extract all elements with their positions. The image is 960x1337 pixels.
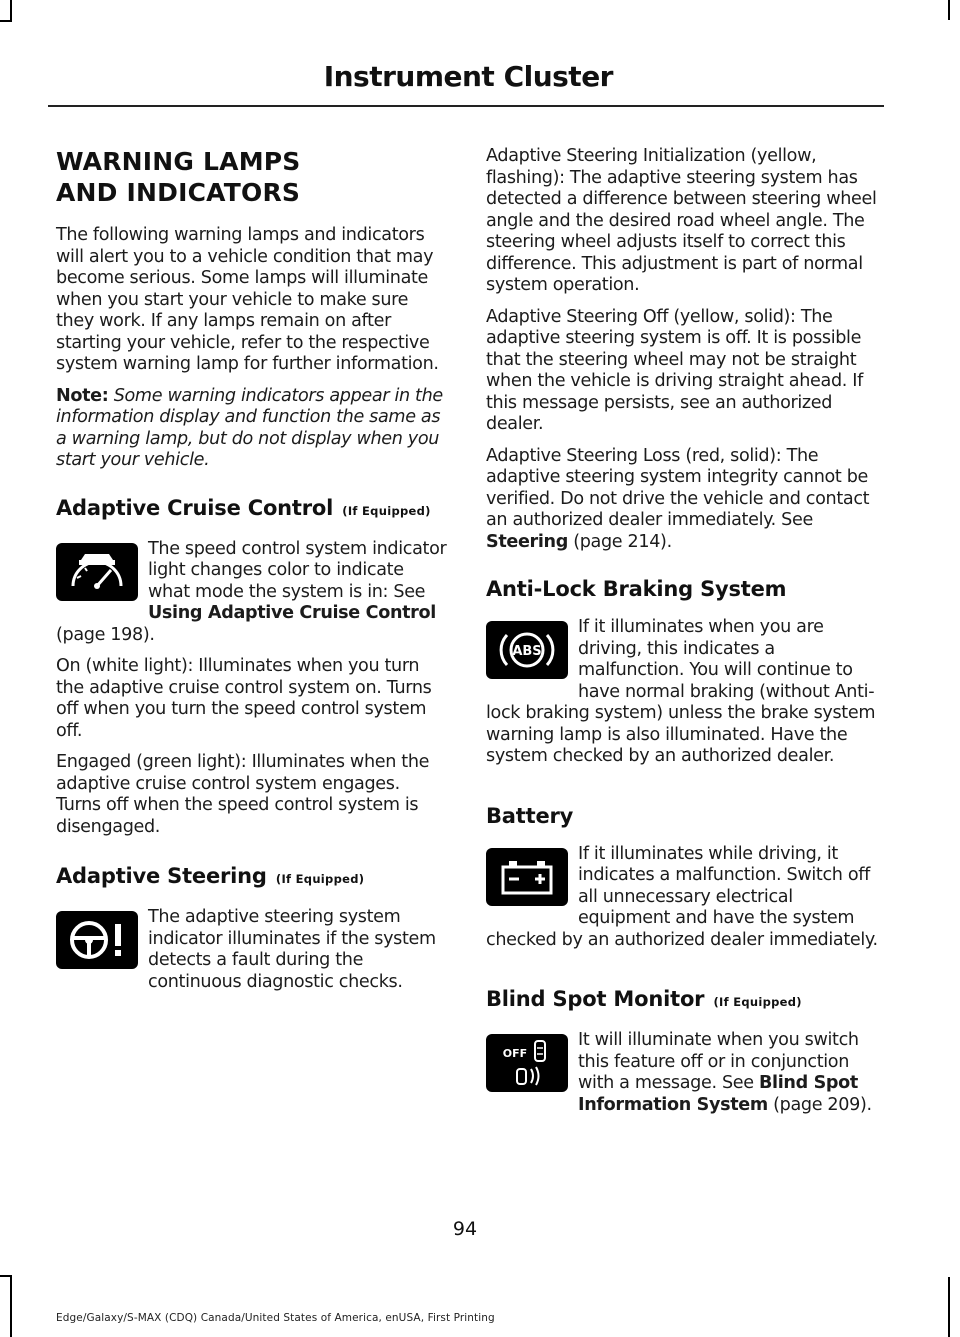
intro-paragraph: The following warning lamps and indicators will alert you to a vehicle condition that may become serious. Some lamps will illuminate when you start your vehicle to make sure they work. If any lamps remain on after starting your vehicle, refer to the respective system warning lamp for further information. — [56, 225, 439, 374]
steering-p3: Adaptive Steering Off (yellow, solid): The adaptive steering system is off. It is possible that the steering wheel may not be straight when the vehicle is driving straight ahead. If this message persists, see an authorized dealer. — [486, 306, 863, 434]
abs-icon — [486, 621, 568, 679]
blind-spot-p1-ref: (page 209). — [767, 1094, 872, 1115]
crop-mark — [948, 1277, 950, 1337]
page-number: 94 — [452, 1218, 478, 1240]
acc-heading — [56, 494, 448, 525]
acc-p1-text: The speed control system indicator light changes color to indicate what mode the system is in: See — [148, 538, 447, 602]
steering-warning-icon — [56, 911, 138, 969]
blind-spot-link[interactable]: Blind Spot Information System — [578, 1073, 858, 1115]
acc-p1-ref: (page 198). — [56, 624, 155, 645]
note-label: Note: — [56, 385, 109, 406]
steering-heading — [56, 862, 448, 893]
footer-text: Edge/Galaxy/S-MAX (CDQ) Canada/United States of America, enUSA, First Printing — [56, 1312, 495, 1324]
blind-spot-if-equipped: (If Equipped) — [713, 995, 802, 1009]
blind-spot-heading — [486, 985, 878, 1016]
crop-mark — [10, 0, 12, 20]
blind-spot-p1-text: It will illuminate when you switch this feature off or in conjunction with a message. See — [578, 1030, 859, 1093]
left-column — [56, 146, 448, 1003]
right-column — [486, 146, 878, 1126]
acc-link[interactable]: Using Adaptive Cruise Control — [148, 603, 436, 623]
steering-p2: Adaptive Steering Initialization (yellow, flashing): The adaptive steering system has detected a difference between steering wheel angle and the desired road wheel angle. The steering wheel adjusts itself to correct this difference. This adjustment is part of normal system operation. — [486, 146, 877, 295]
abs-heading: Anti-Lock Braking System — [486, 577, 787, 601]
steering-p4 — [486, 446, 878, 554]
crop-mark — [0, 1275, 12, 1277]
battery-p1: If it illuminates while driving, it indicates a malfunction. Switch off all unnecessary electrical equipment and have the system checked by an authorized dealer immediately. — [486, 843, 878, 950]
steering-link[interactable]: Steering — [486, 531, 568, 552]
crop-mark — [0, 20, 12, 22]
acc-title: Adaptive Cruise Control — [56, 495, 334, 520]
header-divider — [48, 105, 884, 107]
acc-if-equipped: (If Equipped) — [342, 503, 431, 518]
note-text: Some warning indicators appear in the information display and function the same as a warning lamp, but do not display when you start your vehicle. — [56, 385, 443, 470]
battery-heading: Battery — [486, 803, 574, 828]
crop-mark — [948, 0, 950, 20]
crop-mark — [10, 1277, 12, 1337]
abs-p1: If it illuminates when you are driving, this indicates a malfunction. You will continue to have normal braking (without Anti-lock braking system) unless the brake system warning lamp is also illuminated. Have the system checked by an authorized dealer. — [486, 617, 876, 766]
acc-p3: Engaged (green light): Illuminates when the adaptive cruise control system engages. Turns off when the speed control system is disengaged. — [56, 752, 430, 837]
blind-spot-title: Blind Spot Monitor — [486, 987, 705, 1011]
page-header-title: Instrument Cluster — [323, 60, 613, 93]
steering-p1: The adaptive steering system indicator illuminates if the system detects a fault during the continuous diagnostic checks. — [148, 907, 436, 992]
steering-title: Adaptive Steering — [56, 864, 267, 888]
steering-if-equipped: (If Equipped) — [275, 872, 365, 886]
steering-p4-text: Adaptive Steering Loss (red, solid): The adaptive steering system integrity cannot be verified. Do not drive the vehicle and contact an authorized dealer immediately. See — [486, 445, 870, 530]
abs-icon-text: ABS — [512, 644, 542, 659]
section-title: WARNING LAMPS AND INDICATORS — [56, 147, 301, 207]
steering-p4-ref: (page 214). — [567, 531, 672, 552]
adaptive-cruise-icon — [56, 543, 138, 601]
note-paragraph — [56, 386, 448, 472]
blind-spot-off-icon — [486, 1034, 568, 1092]
battery-icon — [486, 848, 568, 906]
acc-p2: On (white light): Illuminates when you turn the adaptive cruise control system on. Turns off when you turn the speed control system off. — [56, 656, 432, 741]
blind-spot-icon-text: OFF — [502, 1047, 528, 1060]
